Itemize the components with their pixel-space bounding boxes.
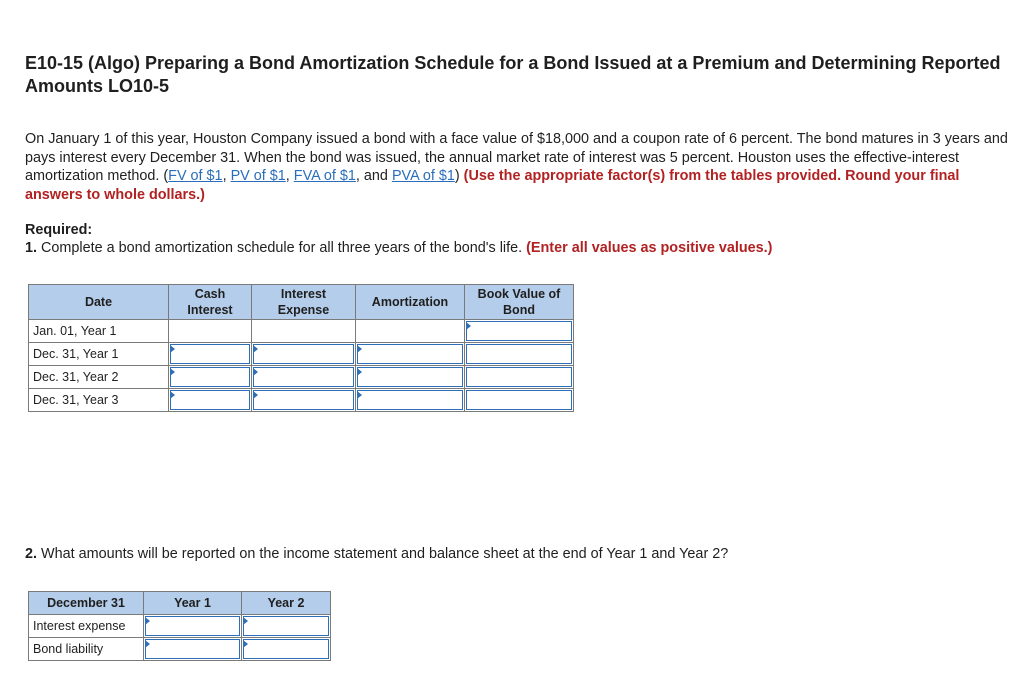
header-cash-interest: Cash Interest	[169, 285, 252, 320]
input-indicator-icon	[357, 345, 362, 353]
input-box[interactable]	[357, 344, 463, 364]
interest-expense-year2-input[interactable]	[242, 615, 331, 638]
input-box[interactable]	[466, 367, 572, 387]
input-box[interactable]	[253, 367, 354, 387]
table-row	[29, 638, 331, 661]
input-indicator-icon	[253, 391, 258, 399]
input-box[interactable]	[243, 616, 329, 636]
input-box[interactable]	[253, 344, 354, 364]
input-box[interactable]	[357, 367, 463, 387]
input-indicator-icon	[170, 368, 175, 376]
row-date-label: Dec. 31, Year 3	[29, 389, 169, 412]
question-1	[25, 240, 772, 256]
input-indicator-icon	[357, 391, 362, 399]
fv-table-link[interactable]: FV of $1	[168, 168, 223, 184]
pv-table-link[interactable]: PV of $1	[230, 168, 286, 184]
table-row	[29, 389, 574, 412]
cash-interest-input-year3[interactable]	[169, 389, 252, 412]
header-amortization: Amortization	[356, 285, 465, 320]
question-1-text: Complete a bond amortization schedule for all three years of the bond's life.	[37, 240, 527, 256]
question-1-number: 1.	[25, 240, 38, 256]
interest-expense-year1-input[interactable]	[144, 615, 242, 638]
report-header-row	[29, 592, 331, 615]
input-box[interactable]	[253, 390, 354, 410]
link-separator: ,	[285, 168, 294, 184]
table-row	[29, 320, 574, 343]
input-indicator-icon	[145, 617, 150, 625]
link-separator: ,	[222, 168, 231, 184]
row-date-label: Jan. 01, Year 1	[29, 320, 169, 343]
input-box[interactable]	[466, 390, 572, 410]
problem-title: E10-15 (Algo) Preparing a Bond Amortization Schedule for a Bond Issued at a Premium and Determining Reported Amounts LO10-5	[25, 53, 1001, 96]
input-indicator-icon	[253, 368, 258, 376]
interest-expense-input-year2[interactable]	[252, 366, 356, 389]
intro-text: On January 1 of this year, Houston Company issued a bond with a face value of $18,000 and a coupon rate of 6 percent. The bond matures in 3 years and pays interest every December 31. When the bond was issued, the annual market rate of interest was 5 percent. Houston uses the effective-interest amortization method. (	[25, 131, 1008, 184]
input-box[interactable]	[145, 639, 240, 659]
input-box[interactable]	[145, 616, 240, 636]
schedule-header-row	[29, 285, 574, 320]
input-indicator-icon	[145, 640, 150, 648]
required-label: Required:	[25, 222, 93, 238]
interest-expense-input-year3[interactable]	[252, 389, 356, 412]
input-box[interactable]	[466, 321, 572, 341]
question-2	[25, 546, 728, 562]
amortization-cell-empty	[356, 320, 465, 343]
input-box[interactable]	[243, 639, 329, 659]
header-december-31: December 31	[29, 592, 144, 615]
table-row	[29, 366, 574, 389]
input-indicator-icon	[170, 391, 175, 399]
question-2-text: What amounts will be reported on the income statement and balance sheet at the end of Year 1 and Year 2?	[37, 546, 729, 562]
book-value-input-year2[interactable]	[465, 366, 574, 389]
header-interest-expense: Interest Expense	[252, 285, 356, 320]
interest-expense-input-year1[interactable]	[252, 343, 356, 366]
cash-interest-input-year1[interactable]	[169, 343, 252, 366]
header-book-value: Book Value of Bond	[465, 285, 574, 320]
link-close-paren: )	[454, 168, 464, 184]
question-2-number: 2.	[25, 546, 38, 562]
reported-amounts-table	[28, 591, 331, 661]
header-year-1: Year 1	[144, 592, 242, 615]
question-1-instruction: (Enter all values as positive values.)	[526, 240, 773, 256]
input-indicator-icon	[243, 640, 248, 648]
row-date-label: Dec. 31, Year 1	[29, 343, 169, 366]
row-label-bond-liability: Bond liability	[29, 638, 144, 661]
row-date-label: Dec. 31, Year 2	[29, 366, 169, 389]
input-indicator-icon	[243, 617, 248, 625]
input-indicator-icon	[170, 345, 175, 353]
header-year-2: Year 2	[242, 592, 331, 615]
bond-liability-year1-input[interactable]	[144, 638, 242, 661]
table-row	[29, 343, 574, 366]
input-box[interactable]	[170, 367, 250, 387]
problem-description	[25, 130, 1015, 204]
amortization-input-year3[interactable]	[356, 389, 465, 412]
input-indicator-icon	[357, 368, 362, 376]
input-indicator-icon	[253, 345, 258, 353]
row-label-interest-expense: Interest expense	[29, 615, 144, 638]
amortization-input-year2[interactable]	[356, 366, 465, 389]
input-box[interactable]	[170, 390, 250, 410]
table-row	[29, 615, 331, 638]
header-date: Date	[29, 285, 169, 320]
book-value-input-year1[interactable]	[465, 343, 574, 366]
rounding-instruction: (Use the appropriate factor(s) from the tables provided. Round your final answers to whole dollars.)	[25, 168, 960, 203]
bond-liability-year2-input[interactable]	[242, 638, 331, 661]
input-box[interactable]	[466, 344, 572, 364]
amortization-schedule-table	[28, 284, 574, 412]
input-box[interactable]	[170, 344, 250, 364]
book-value-input-year3[interactable]	[465, 389, 574, 412]
input-box[interactable]	[357, 390, 463, 410]
amortization-input-year1[interactable]	[356, 343, 465, 366]
cash-interest-cell-empty	[169, 320, 252, 343]
fva-table-link[interactable]: FVA of $1	[293, 168, 356, 184]
cash-interest-input-year2[interactable]	[169, 366, 252, 389]
pva-table-link[interactable]: PVA of $1	[391, 168, 455, 184]
input-indicator-icon	[466, 322, 471, 330]
link-separator: , and	[355, 168, 392, 184]
book-value-input-year1-start[interactable]	[465, 320, 574, 343]
interest-expense-cell-empty	[252, 320, 356, 343]
